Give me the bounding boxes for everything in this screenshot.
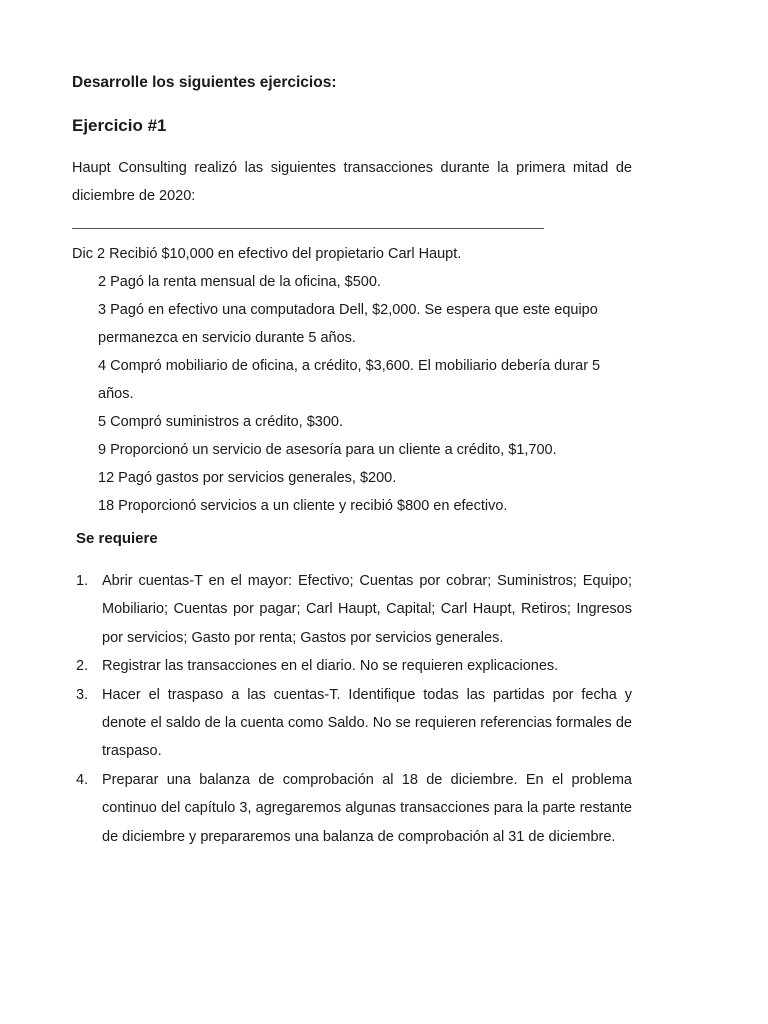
transaction-continuation: permanezca en servicio durante 5 años. [98, 330, 356, 346]
requirements-list [76, 567, 632, 851]
transaction-item: 12 Pagó gastos por servicios generales, $200. [98, 470, 397, 486]
transaction-item: 3 Pagó en efectivo una computadora Dell, $2,000. Se espera que este equipo [98, 302, 598, 318]
transaction-item: Dic 2 Recibió $10,000 en efectivo del propietario Carl Haupt. [72, 246, 462, 262]
requirement-text: Abrir cuentas-T en el mayor: Efectivo; Cuentas por cobrar; Suministros; Equipo; Mobiliario; Cuentas por pagar; Carl Haupt, Capital; Carl Haupt, Retiros; Ingresos por servicios; Gasto por renta; Gastos por servicios generales. [102, 573, 632, 646]
transaction-item: 4 Compró mobiliario de oficina, a crédito, $3,600. El mobiliario debería durar 5 [98, 358, 601, 374]
requirement-item [76, 766, 632, 851]
transaction-item: 2 Pagó la renta mensual de la oficina, $500. [98, 274, 381, 290]
requirement-text: Hacer el traspaso a las cuentas-T. Identifique todas las partidas por fecha y denote el saldo de la cuenta como Saldo. No se requieren referencias formales de traspaso. [102, 686, 632, 760]
required-heading: Se requiere [76, 530, 158, 547]
requirement-number: 4. [76, 771, 89, 788]
requirement-number: 1. [76, 573, 89, 589]
requirement-text: Preparar una balanza de comprobación al 18 de diciembre. En el problema continuo del capítulo 3, agregaremos algunas transacciones para la parte restante de diciembre y prepararemos una balanza de comprobación al 31 de diciembre. [102, 771, 632, 845]
transaction-item: 5 Compró suministros a crédito, $300. [98, 414, 343, 430]
document-heading: Desarrolle los siguientes ejercicios: [72, 74, 337, 91]
requirement-item [76, 567, 632, 652]
transaction-continuation: años. [98, 386, 134, 402]
requirement-text: Registrar las transacciones en el diario. No se requieren explicaciones. [102, 658, 559, 675]
transaction-item: 18 Proporcionó servicios a un cliente y recibió $800 en efectivo. [98, 498, 508, 514]
transactions-list [72, 240, 632, 520]
requirement-number: 3. [76, 686, 89, 703]
divider-line [72, 228, 544, 229]
requirement-number: 2. [76, 658, 89, 675]
requirement-item [76, 652, 632, 680]
requirement-item [76, 681, 632, 766]
exercise-title: Ejercicio #1 [72, 116, 167, 135]
transaction-item: 9 Proporcionó un servicio de asesoría para un cliente a crédito, $1,700. [98, 442, 557, 458]
intro-paragraph: Haupt Consulting realizó las siguientes transacciones durante la primera mitad de diciembre de 2020: [72, 160, 632, 204]
